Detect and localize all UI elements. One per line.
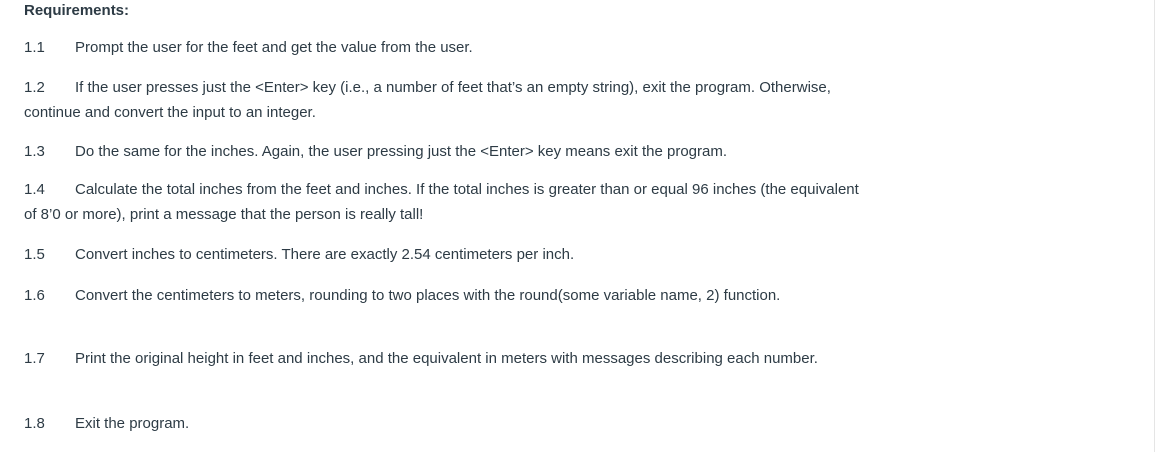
requirement-item [24, 411, 874, 436]
requirement-text: Convert the centimeters to meters, rounding to two places with the round(some variable name, 2) function. [75, 287, 781, 304]
requirement-number: 1.7 [24, 350, 45, 367]
requirement-number: 1.2 [24, 79, 45, 96]
requirement-item [24, 242, 874, 267]
requirement-number: 1.6 [24, 287, 45, 304]
requirement-text: If the user presses just the <Enter> key (i.e., a number of feet that’s an empty string), exit the program. Otherwise, continue and convert the input to an integer. [24, 79, 831, 121]
requirement-number: 1.1 [24, 39, 45, 56]
requirement-text: Print the original height in feet and inches, and the equivalent in meters with messages describing each number. [75, 350, 818, 367]
requirement-text: Convert inches to centimeters. There are exactly 2.54 centimeters per inch. [75, 246, 575, 263]
requirement-text: Prompt the user for the feet and get the value from the user. [75, 39, 473, 56]
requirement-number: 1.4 [24, 181, 45, 198]
requirement-item [24, 35, 874, 60]
requirements-heading: Requirements: [24, 2, 130, 19]
requirement-number: 1.8 [24, 415, 45, 432]
requirement-item [24, 346, 859, 371]
requirements-section [24, 0, 874, 432]
requirement-item [24, 75, 854, 125]
requirement-item [24, 177, 859, 227]
requirement-text: Calculate the total inches from the feet and inches. If the total inches is greater than or equal 96 inches (the equivalent of 8’0 or more), print a message that the person is really tall! [24, 181, 859, 223]
requirement-item [24, 283, 824, 308]
requirement-item [24, 139, 874, 164]
requirement-text: Do the same for the inches. Again, the user pressing just the <Enter> key means exit the program. [75, 143, 728, 160]
requirement-number: 1.5 [24, 246, 45, 263]
requirement-text: Exit the program. [75, 415, 190, 432]
requirement-number: 1.3 [24, 143, 45, 160]
